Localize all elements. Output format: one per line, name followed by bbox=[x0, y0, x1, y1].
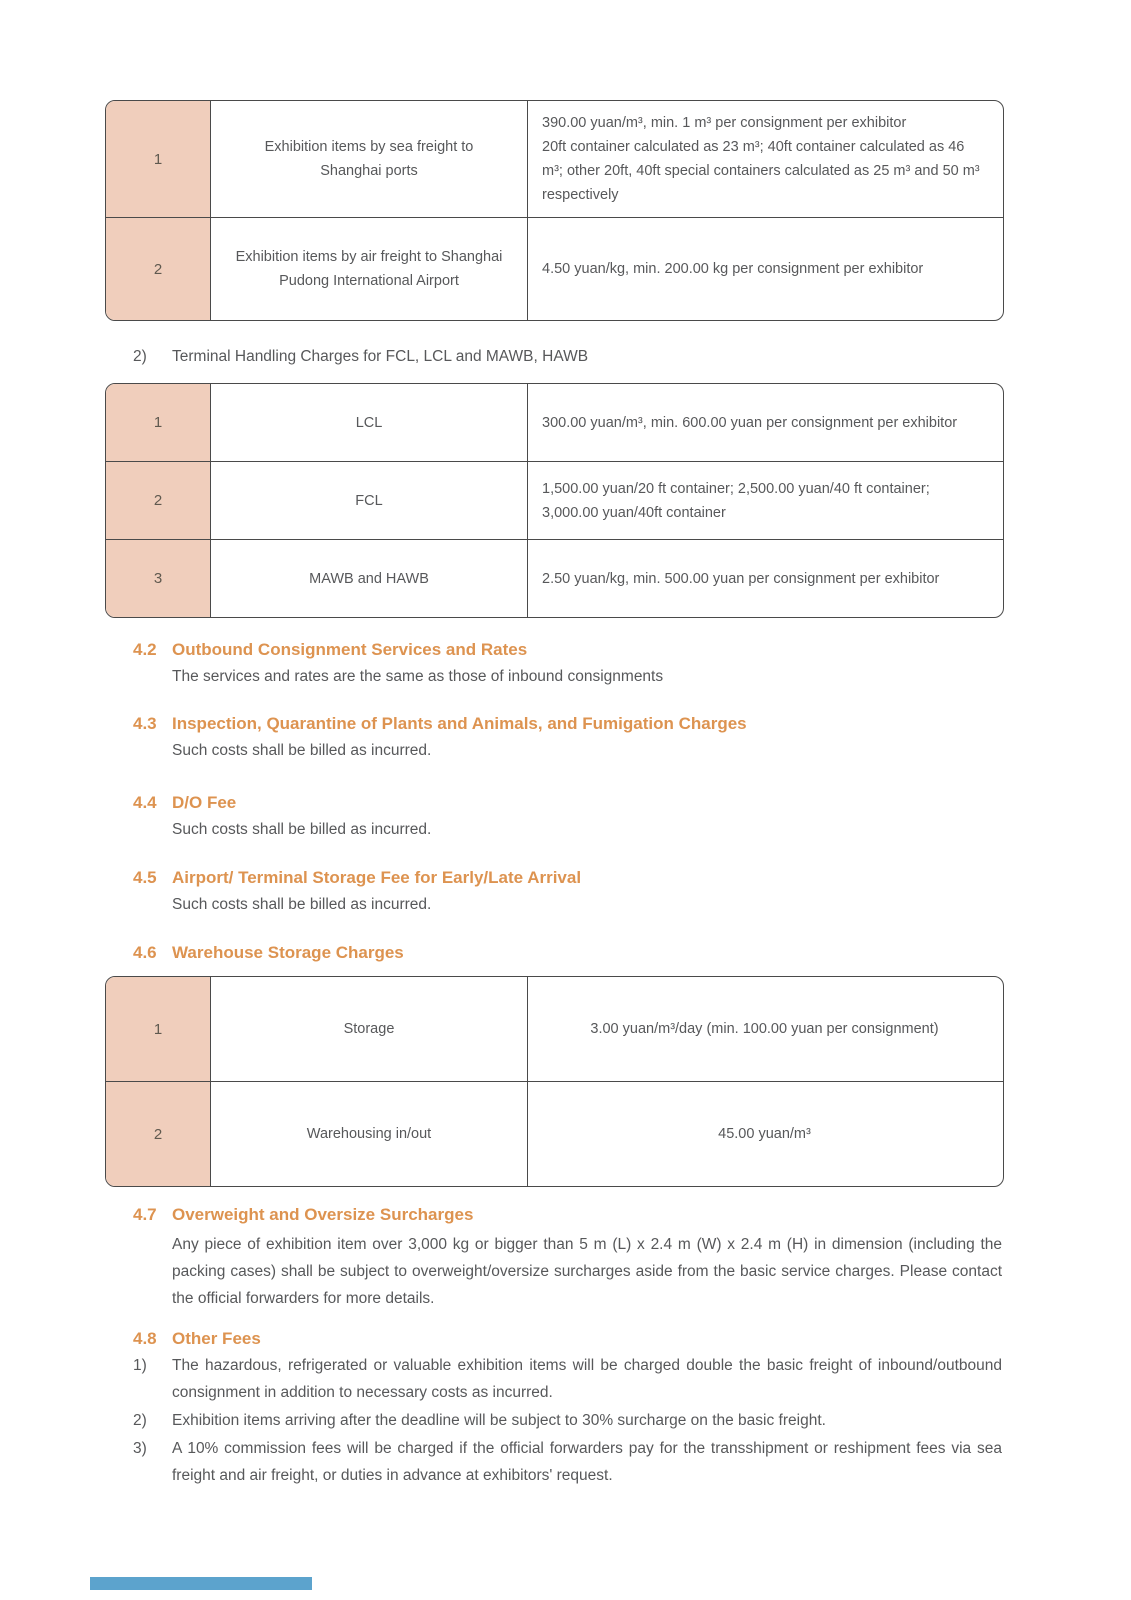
rate-line: 20ft container calculated as 23 m³; 40ft container calculated as 46 m³; other 20ft, 40ft special containers calculated as 25 m³ and 50 m³ respectively bbox=[542, 139, 980, 203]
section-4-8 bbox=[133, 1327, 1002, 1489]
row-number-cell: 1 bbox=[106, 384, 211, 461]
section-title: Airport/ Terminal Storage Fee for Early/Late Arrival bbox=[172, 868, 582, 887]
rate-line: 390.00 yuan/m³, min. 1 m³ per consignment per exhibitor bbox=[542, 115, 907, 131]
section-title: Inspection, Quarantine of Plants and Animals, and Fumigation Charges bbox=[172, 714, 747, 733]
table-row bbox=[106, 539, 1003, 617]
item-number: 2) bbox=[133, 1412, 147, 1429]
rate-line: 1,500.00 yuan/20 ft container; 2,500.00 yuan/40 ft container; 3,000.00 yuan/40ft container bbox=[542, 480, 930, 521]
section-heading bbox=[133, 638, 1002, 662]
terminal-handling-table bbox=[105, 383, 1004, 618]
row-number-cell: 2 bbox=[106, 1082, 211, 1186]
section-4-5 bbox=[133, 866, 1002, 916]
section-number: 4.4 bbox=[133, 793, 157, 812]
section-title: Outbound Consignment Services and Rates bbox=[172, 640, 528, 659]
rate-cell bbox=[528, 384, 1003, 461]
list-heading-text: Terminal Handling Charges for FCL, LCL and MAWB, HAWB bbox=[172, 348, 589, 365]
row-number-cell: 1 bbox=[106, 977, 211, 1081]
rate-line: 4.50 yuan/kg, min. 200.00 kg per consignment per exhibitor bbox=[542, 261, 924, 277]
rate-line: 300.00 yuan/m³, min. 600.00 yuan per consignment per exhibitor bbox=[542, 414, 958, 431]
section-number: 4.2 bbox=[133, 640, 157, 659]
table-row bbox=[106, 384, 1003, 461]
section-body: Such costs shall be billed as incurred. bbox=[172, 821, 432, 838]
table-row bbox=[106, 1081, 1003, 1186]
service-cell: Storage bbox=[211, 977, 528, 1081]
service-cell: Warehousing in/out bbox=[211, 1082, 528, 1186]
section-heading bbox=[133, 1327, 1002, 1351]
other-fees-item bbox=[133, 1352, 1002, 1406]
section-body: Such costs shall be billed as incurred. bbox=[172, 896, 432, 913]
rate-cell bbox=[528, 977, 1003, 1081]
footer-accent-bar bbox=[90, 1577, 312, 1590]
section-title: D/O Fee bbox=[172, 793, 237, 812]
section-heading bbox=[133, 791, 1002, 815]
section-heading bbox=[133, 1203, 1002, 1227]
section-4-4 bbox=[133, 791, 1002, 841]
rate-cell bbox=[528, 540, 1003, 617]
rate-cell bbox=[528, 462, 1003, 539]
section-number: 4.3 bbox=[133, 714, 157, 733]
service-cell: Exhibition items by sea freight to Shanghai ports bbox=[211, 101, 528, 217]
row-number-cell: 3 bbox=[106, 540, 211, 617]
service-cell: LCL bbox=[211, 384, 528, 461]
section-number: 4.5 bbox=[133, 868, 157, 887]
section-body: Such costs shall be billed as incurred. bbox=[172, 742, 432, 759]
section-number: 4.6 bbox=[133, 943, 157, 962]
rate-cell bbox=[528, 218, 1003, 320]
rate-line: 2.50 yuan/kg, min. 500.00 yuan per consignment per exhibitor bbox=[542, 570, 940, 587]
other-fees-item bbox=[133, 1407, 1002, 1434]
table-row bbox=[106, 217, 1003, 320]
section-number: 4.8 bbox=[133, 1329, 157, 1348]
section-title: Overweight and Oversize Surcharges bbox=[172, 1205, 474, 1224]
terminal-handling-heading bbox=[133, 346, 1002, 368]
inbound-rates-table bbox=[105, 100, 1004, 321]
rate-cell bbox=[528, 1082, 1003, 1186]
section-heading bbox=[133, 941, 1002, 965]
section-heading bbox=[133, 712, 1002, 736]
section-4-2 bbox=[133, 638, 1002, 688]
item-number: 3) bbox=[133, 1440, 147, 1457]
rate-line: 3.00 yuan/m³/day (min. 100.00 yuan per consignment) bbox=[590, 1021, 939, 1037]
section-4-6 bbox=[133, 941, 1002, 965]
list-number: 2) bbox=[133, 348, 147, 365]
item-number: 1) bbox=[133, 1357, 147, 1374]
item-text: Exhibition items arriving after the deadline will be subject to 30% surcharge on the basic freight. bbox=[172, 1412, 826, 1429]
section-4-7 bbox=[133, 1203, 1002, 1312]
service-cell: MAWB and HAWB bbox=[211, 540, 528, 617]
section-body: The services and rates are the same as those of inbound consignments bbox=[172, 668, 664, 685]
rate-line: 45.00 yuan/m³ bbox=[718, 1126, 811, 1142]
table-row bbox=[106, 977, 1003, 1081]
section-heading bbox=[133, 866, 1002, 890]
section-body: Any piece of exhibition item over 3,000 kg or bigger than 5 m (L) x 2.4 m (W) x 2.4 m (H) in dimension (including the packing cases) shall be subject to overweight/oversize surcharges aside from the basic service charges. Please contact the official forwarders for more details. bbox=[172, 1236, 1002, 1307]
section-number: 4.7 bbox=[133, 1205, 157, 1224]
item-text: The hazardous, refrigerated or valuable exhibition items will be charged double the basic freight of inbound/outbound consignment in addition to necessary costs as incurred. bbox=[172, 1357, 1002, 1401]
rate-cell bbox=[528, 101, 1003, 217]
service-cell: FCL bbox=[211, 462, 528, 539]
row-number-cell: 1 bbox=[106, 101, 211, 217]
other-fees-item bbox=[133, 1435, 1002, 1489]
section-4-3 bbox=[133, 712, 1002, 762]
table-row bbox=[106, 101, 1003, 217]
row-number-cell: 2 bbox=[106, 218, 211, 320]
warehouse-storage-table bbox=[105, 976, 1004, 1187]
row-number-cell: 2 bbox=[106, 462, 211, 539]
service-cell: Exhibition items by air freight to Shanghai Pudong International Airport bbox=[211, 218, 528, 320]
section-title: Warehouse Storage Charges bbox=[172, 943, 404, 962]
item-text: A 10% commission fees will be charged if the official forwarders pay for the transshipment or reshipment fees via sea freight and air freight, or duties in advance at exhibitors' request. bbox=[172, 1440, 1002, 1484]
section-title: Other Fees bbox=[172, 1329, 261, 1348]
table-row bbox=[106, 461, 1003, 539]
